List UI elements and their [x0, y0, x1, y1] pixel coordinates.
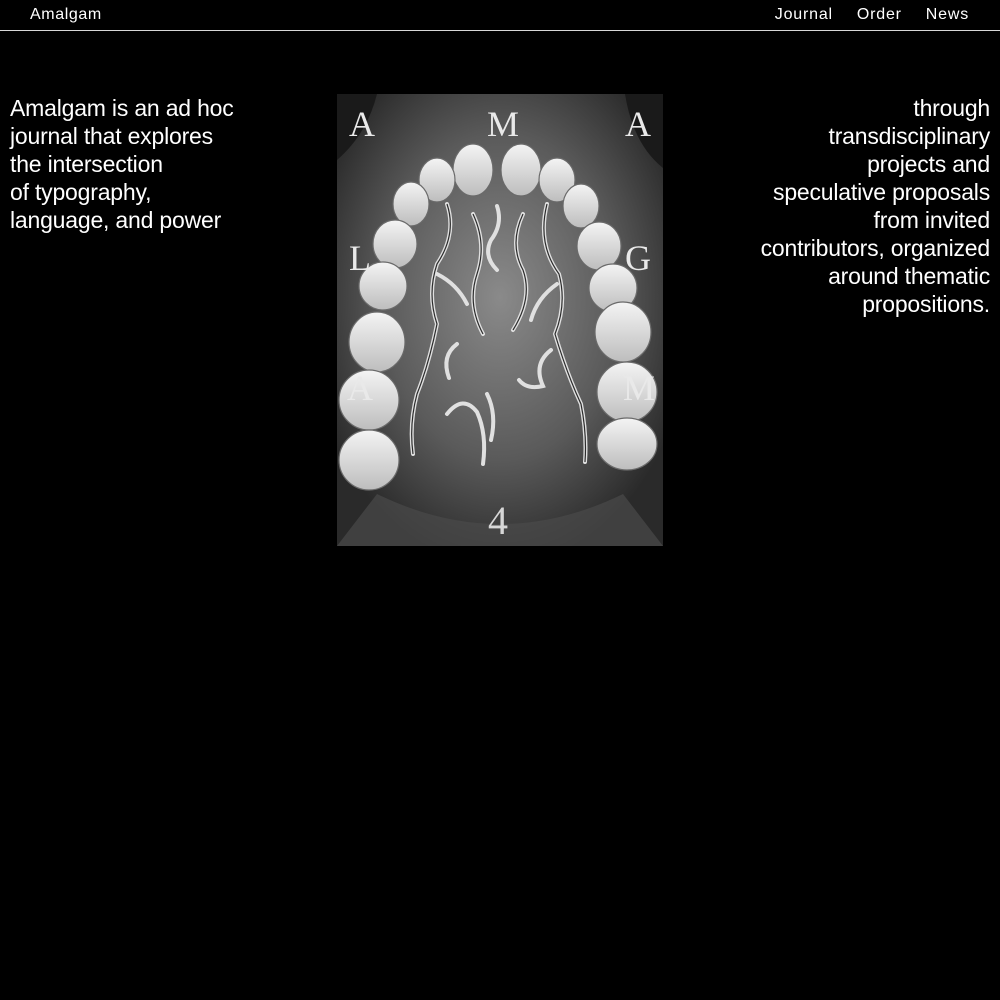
- cover-letter: M: [623, 368, 656, 408]
- intro-left-line: journal that explores: [10, 123, 213, 149]
- nav-journal[interactable]: Journal: [774, 6, 833, 23]
- intro-text-left: [10, 94, 280, 234]
- intro-left-line: language, and power: [10, 207, 222, 233]
- intro-left-line: Amalgam is an ad hoc: [10, 95, 234, 121]
- cover-letter: L: [349, 238, 371, 278]
- cover-artwork: [337, 94, 663, 546]
- cover-letter: A: [625, 104, 651, 144]
- site-header: [0, 0, 1000, 31]
- intro-right-line: around thematic: [828, 263, 990, 289]
- intro-right-line: from invited: [873, 207, 990, 233]
- intro-right-line: speculative proposals: [773, 179, 990, 205]
- cover-letter: M: [487, 104, 520, 144]
- cover-letter: A: [347, 368, 373, 408]
- site-title-link[interactable]: Amalgam: [30, 6, 102, 23]
- intro-right-line: contributors, organized: [760, 235, 990, 261]
- nav-news[interactable]: News: [925, 6, 969, 23]
- issue-cover-image[interactable]: [337, 94, 663, 546]
- main-nav: [775, 6, 969, 24]
- intro-left-line: the intersection: [10, 151, 163, 177]
- intro-right-line: transdisciplinary: [828, 123, 990, 149]
- intro-right-line: propositions.: [862, 291, 990, 317]
- intro-right-line: projects and: [867, 151, 990, 177]
- cover-letter: A: [349, 104, 375, 144]
- intro-right-line: through: [913, 95, 990, 121]
- intro-left-line: of typography,: [10, 179, 152, 205]
- cover-issue-number: 4: [488, 498, 508, 543]
- intro-text-right: [720, 94, 990, 318]
- nav-order[interactable]: Order: [856, 6, 902, 23]
- cover-letter: G: [625, 238, 651, 278]
